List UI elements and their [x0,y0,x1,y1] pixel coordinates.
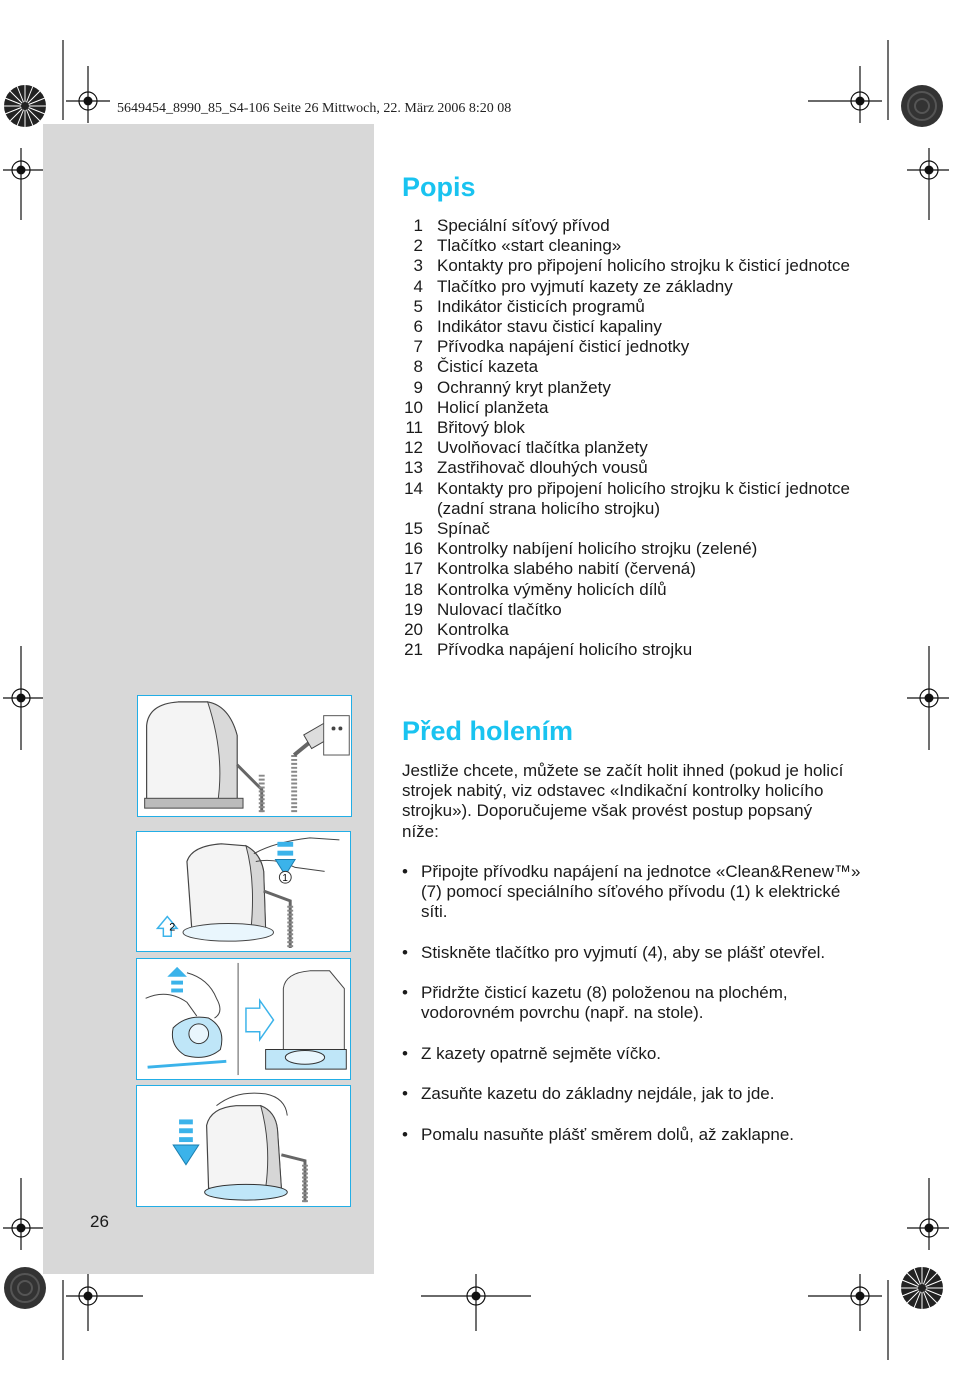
parts-item-text: Kontrolka výměny holicích dílů [437,579,667,599]
parts-list-item [395,398,855,418]
parts-list-item [395,479,855,519]
parts-item-number: 11 [405,418,423,438]
parts-item-text: Indikátor stavu čisticí kapaliny [437,317,662,337]
bullet-symbol: • [402,862,408,881]
parts-item-number: 10 [404,397,423,417]
parts-list-item [395,277,855,297]
parts-item-text: Přívodka napájení holicího strojku [437,640,693,660]
parts-list-item [395,297,855,317]
parts-item-number: 5 [413,296,423,316]
parts-item-text: Kontakty pro připojení holicího strojku k čisticí jednotce [437,256,850,276]
bullet-symbol: • [402,1084,408,1104]
instruction-text: Přidržte čisticí kazetu (8) položenou na plochém, vodorovném povrchu (např. na stole). [421,983,788,1023]
parts-list-item [395,640,855,660]
parts-list-item [395,317,855,337]
parts-item-number: 6 [413,317,423,337]
instruction-item [402,943,862,963]
figure-open-housing [136,831,351,952]
parts-item-number: 8 [413,357,423,377]
parts-list-item [395,559,855,579]
parts-list-item [395,458,855,478]
section-title-popis: Popis [402,172,476,202]
parts-item-text: Kontrolky nabíjení holicího strojku (zelené) [437,539,758,559]
parts-item-text: Břitový blok [437,418,525,438]
parts-item-text: Kontrolka slabého nabití (červená) [437,559,696,579]
figure-label-1: 1 [282,873,288,885]
parts-item-number: 18 [404,579,423,599]
instruction-text: Z kazety opatrně sejměte víčko. [421,1043,661,1063]
instruction-text: Pomalu nasuňte plášť směrem dolů, až zaklapne. [421,1124,795,1144]
parts-item-text: Tlačítko pro vyjmutí kazety ze základny [437,276,733,296]
parts-item-number: 9 [413,377,423,397]
parts-list-item [395,256,855,276]
parts-item-text: Zastřihovač dlouhých vousů [437,458,648,478]
bullet-symbol: • [402,1043,408,1063]
parts-item-text: Čisticí kazeta [437,357,539,377]
instruction-text: Stiskněte tlačítko pro vyjmutí (4), aby se plášť otevřel. [421,942,826,962]
parts-item-number: 19 [404,599,423,619]
parts-list-item [395,620,855,640]
parts-list-item [395,357,855,377]
parts-item-number: 14 [404,478,423,498]
figure-cartridge-insert [136,958,351,1080]
parts-item-number: 15 [404,519,423,539]
parts-list-item [395,539,855,559]
bullet-symbol: • [402,1124,408,1144]
parts-item-number: 2 [413,236,423,256]
parts-item-number: 4 [413,276,423,296]
section-title-pred-holenim: Před holením [402,716,574,746]
parts-item-number: 3 [413,256,423,276]
parts-item-number: 16 [404,539,423,559]
print-header: 5649454_8990_85_S4-106 Seite 26 Mittwoch, 22. März 2006 8:20 08 [117,101,512,116]
parts-list-item [395,378,855,398]
parts-item-number: 20 [404,620,423,640]
figure-label-2: 2 [169,921,176,934]
intro-paragraph: Jestliže chcete, můžete se začít holit ihned (pokud je holicí strojek nabitý, viz odstavec «Indikační kontrolky holicího strojku»). Doporučujeme však provést postup popsaný níže: [402,761,844,841]
parts-list-item [395,418,855,438]
parts-list [395,216,855,660]
bullet-symbol: • [402,942,408,962]
parts-list-item [395,600,855,620]
instruction-text: Připojte přívodku napájení na jednotce «Clean&Renew™» (7) pomocí speciálního síťového přívodu (1) k elektrické síti. [421,862,861,922]
figure-close-housing [136,1085,351,1207]
parts-item-text: Přívodka napájení čisticí jednotky [437,337,690,357]
parts-item-text: Kontakty pro připojení holicího strojku k čisticí jednotce (zadní strana holicího strojku) [437,478,850,518]
parts-item-number: 7 [413,337,423,357]
instruction-text: Zasuňte kazetu do základny nejdále, jak to jde. [421,1084,775,1104]
parts-list-item [395,438,855,458]
parts-item-text: Spínač [437,519,490,539]
parts-item-text: Ochranný kryt planžety [437,377,611,397]
parts-list-item [395,337,855,357]
parts-list-item [395,519,855,539]
parts-item-text: Indikátor čisticích programů [437,296,645,316]
instruction-item [402,1044,862,1064]
parts-item-text: Speciální síťový přívod [437,216,610,235]
instruction-item [402,983,862,1023]
parts-list-item [395,580,855,600]
parts-item-number: 12 [404,438,423,458]
parts-item-number: 1 [413,216,423,235]
parts-item-text: Tlačítko «start cleaning» [437,236,622,256]
page-number: 26 [90,1212,109,1231]
parts-item-number: 13 [404,458,423,478]
bullet-symbol: • [402,983,408,1003]
parts-list-item [395,216,855,236]
figure-plug-in-cord [137,695,352,817]
parts-item-number: 21 [404,640,423,660]
instruction-list [402,862,862,1165]
parts-item-text: Kontrolka [437,620,509,640]
instruction-item [402,862,862,923]
parts-item-number: 17 [404,559,423,579]
parts-item-text: Nulovací tlačítko [437,599,562,619]
instruction-item [402,1125,862,1145]
instruction-item [402,1084,862,1104]
parts-item-text: Uvolňovací tlačítka planžety [437,438,648,458]
parts-list-item [395,236,855,256]
parts-item-text: Holicí planžeta [437,397,549,417]
